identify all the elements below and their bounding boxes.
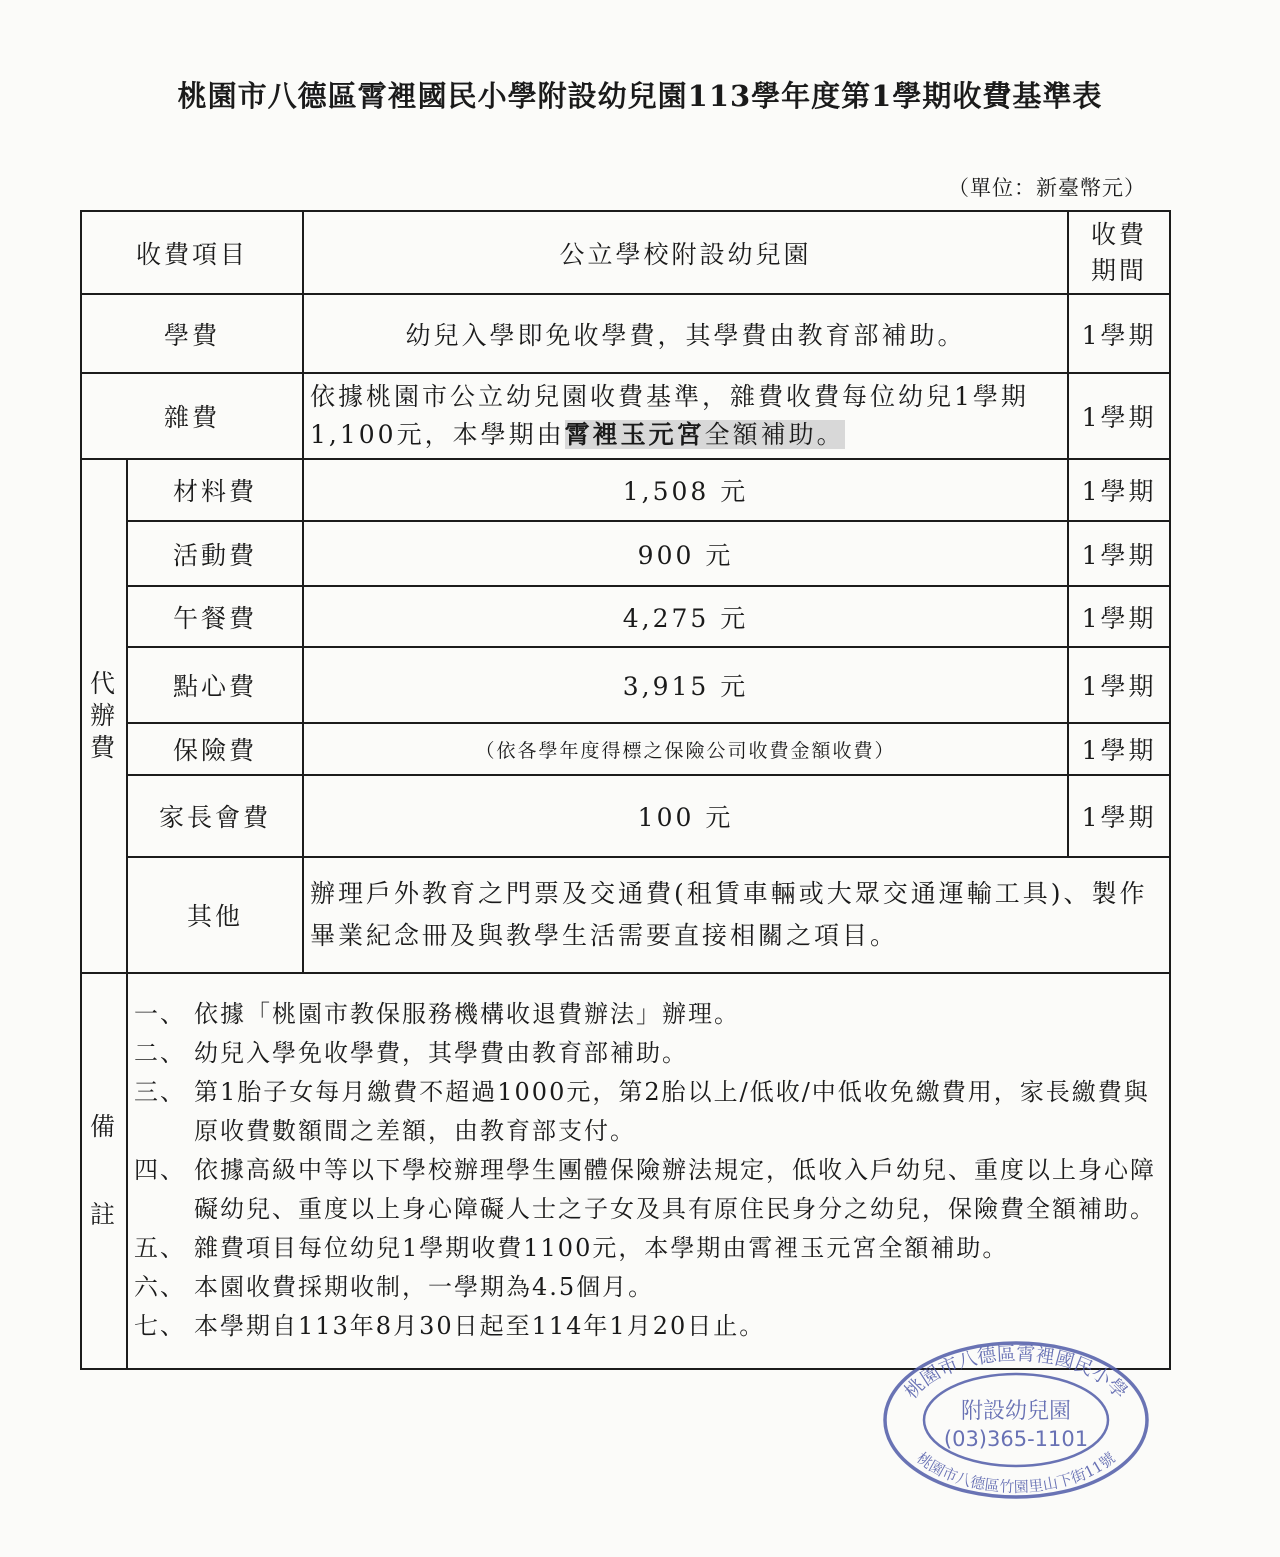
header-item: 收費項目 bbox=[81, 211, 303, 294]
row-parents bbox=[81, 775, 1170, 857]
agent-label-1: 代 bbox=[89, 669, 118, 698]
remark-num: 一、 bbox=[134, 999, 186, 1028]
remark-num: 五、 bbox=[134, 1233, 186, 1262]
misc-desc bbox=[303, 373, 1068, 459]
seal-ring-text-bottom: 桃園市八德區竹園里山下街11號 bbox=[913, 1448, 1119, 1497]
seal-center-line2: (03)365-1101 bbox=[943, 1427, 1089, 1451]
fee-table bbox=[80, 210, 1171, 1370]
row-misc bbox=[81, 373, 1170, 459]
agent-label-3: 費 bbox=[89, 733, 118, 762]
remark-num: 三、 bbox=[134, 1077, 186, 1106]
remark-text: 幼兒入學免收學費，其學費由教育部補助。 bbox=[194, 1038, 688, 1067]
other-desc: 辦理戶外教育之門票及交通費(租賃車輛或大眾交通運輸工具)、製作畢業紀念冊及與教學生活需要直接相關之項目。 bbox=[303, 857, 1170, 973]
remark-text: 本學期自113年8月30日起至114年1月20日止。 bbox=[194, 1311, 766, 1340]
remark-item bbox=[134, 1034, 1169, 1073]
row-insurance bbox=[81, 723, 1170, 775]
lunch-period: 1學期 bbox=[1068, 586, 1170, 647]
remark-num: 二、 bbox=[134, 1038, 186, 1067]
material-label: 材料費 bbox=[127, 459, 303, 521]
row-snack bbox=[81, 647, 1170, 723]
remarks-label-2: 註 bbox=[89, 1200, 118, 1229]
tuition-desc: 幼兒入學即免收學費，其學費由教育部補助。 bbox=[303, 294, 1068, 373]
insurance-period: 1學期 bbox=[1068, 723, 1170, 775]
remarks-label bbox=[81, 973, 127, 1369]
other-label: 其他 bbox=[127, 857, 303, 973]
lunch-amount: 4,275 元 bbox=[303, 586, 1068, 647]
row-activity bbox=[81, 521, 1170, 586]
tuition-label: 學費 bbox=[81, 294, 303, 373]
row-material bbox=[81, 459, 1170, 521]
header-school: 公立學校附設幼兒園 bbox=[303, 211, 1068, 294]
misc-desc-b: 全額補助。 bbox=[704, 420, 845, 449]
seal-center-line1: 附設幼兒園 bbox=[960, 1399, 1072, 1424]
lunch-label: 午餐費 bbox=[127, 586, 303, 647]
page-title: 桃園市八德區霄裡國民小學附設幼兒園113學年度第1學期收費基準表 bbox=[177, 79, 1103, 113]
remark-item bbox=[134, 1151, 1169, 1229]
material-amount: 1,508 元 bbox=[303, 459, 1068, 521]
remark-item bbox=[134, 1229, 1169, 1268]
agent-label-2: 辦 bbox=[89, 701, 118, 730]
remark-item bbox=[134, 995, 1169, 1034]
school-seal-stamp bbox=[882, 1340, 1150, 1500]
remark-num: 六、 bbox=[134, 1272, 186, 1301]
remark-text: 雜費項目每位幼兒1學期收費1100元，本學期由霄裡玉元宮全額補助。 bbox=[194, 1233, 1009, 1262]
misc-desc-highlight: 霄裡玉元宮 bbox=[564, 420, 705, 449]
row-tuition bbox=[81, 294, 1170, 373]
header-period-line2: 期間 bbox=[1091, 255, 1148, 285]
snack-amount: 3,915 元 bbox=[303, 647, 1068, 723]
parents-label: 家長會費 bbox=[127, 775, 303, 857]
misc-label: 雜費 bbox=[81, 373, 303, 459]
snack-period: 1學期 bbox=[1068, 647, 1170, 723]
misc-period: 1學期 bbox=[1068, 373, 1170, 459]
parents-period: 1學期 bbox=[1068, 775, 1170, 857]
remark-num: 七、 bbox=[134, 1311, 186, 1340]
header-row bbox=[81, 211, 1170, 294]
remark-text: 第1胎子女每月繳費不超過1000元，第2胎以上/低收/中低收免繳費用，家長繳費與原收費數額間之差額，由教育部支付。 bbox=[194, 1077, 1150, 1145]
activity-period: 1學期 bbox=[1068, 521, 1170, 586]
header-period bbox=[1068, 211, 1170, 294]
remark-item bbox=[134, 1073, 1169, 1151]
tuition-period: 1學期 bbox=[1068, 294, 1170, 373]
insurance-amount: （依各學年度得標之保險公司收費金額收費） bbox=[303, 723, 1068, 775]
remark-text: 依據「桃園市教保服務機構收退費辦法」辦理。 bbox=[194, 999, 740, 1028]
parents-amount: 100 元 bbox=[303, 775, 1068, 857]
remark-text: 本園收費採期收制，一學期為4.5個月。 bbox=[194, 1272, 655, 1301]
activity-amount: 900 元 bbox=[303, 521, 1068, 586]
remarks-label-1: 備 bbox=[89, 1112, 118, 1141]
row-lunch bbox=[81, 586, 1170, 647]
snack-label: 點心費 bbox=[127, 647, 303, 723]
agent-fee-label bbox=[81, 459, 127, 973]
seal-ring-text-top: 桃園市八德區霄裡國民小學 bbox=[900, 1342, 1132, 1404]
row-remarks bbox=[81, 973, 1170, 1369]
header-period-line1: 收費 bbox=[1091, 219, 1148, 249]
activity-label: 活動費 bbox=[127, 521, 303, 586]
misc-desc-a: 依據桃園市公立幼兒園收費基準，雜費收費每位幼兒1學期1,100元，本學期由 bbox=[310, 382, 1029, 449]
row-other bbox=[81, 857, 1170, 973]
remark-num: 四、 bbox=[134, 1155, 186, 1184]
material-period: 1學期 bbox=[1068, 459, 1170, 521]
insurance-label: 保險費 bbox=[127, 723, 303, 775]
remarks-content bbox=[127, 973, 1170, 1369]
unit-note: （單位：新臺幣元） bbox=[948, 176, 1146, 200]
remark-item bbox=[134, 1268, 1169, 1307]
remark-text: 依據高級中等以下學校辦理學生團體保險辦法規定，低收入戶幼兒、重度以上身心障礙幼兒、重度以上身心障礙人士之子女及具有原住民身分之幼兒，保險費全額補助。 bbox=[194, 1155, 1156, 1223]
